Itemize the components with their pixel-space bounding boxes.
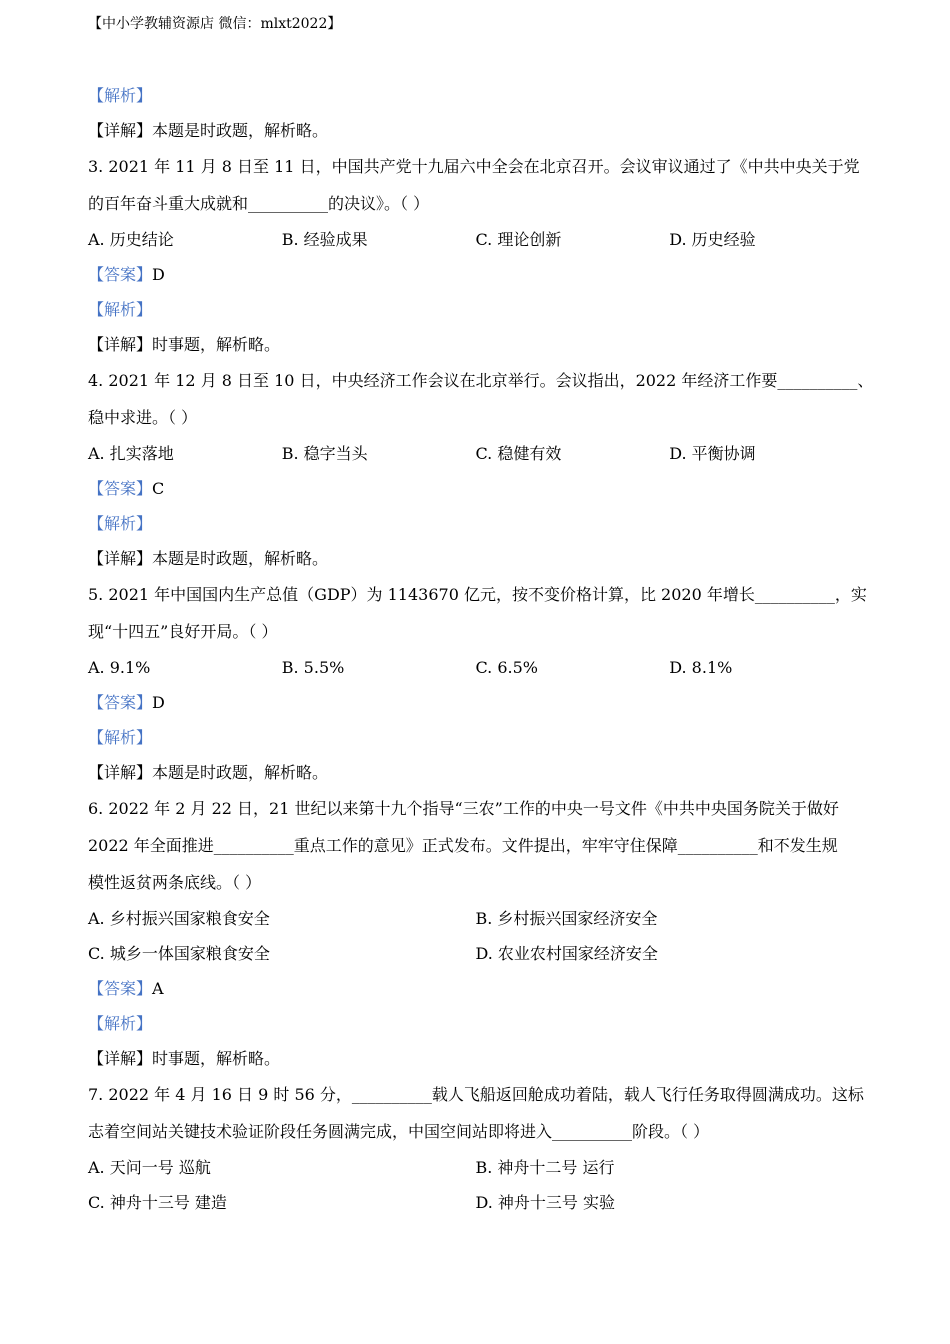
document-body [88, 78, 874, 1220]
option-choice[interactable]: D. 农业农村国家经济安全 [475, 944, 658, 963]
detail-text: 本题是时政题，解析略。 [152, 549, 329, 568]
detail-line [88, 327, 863, 362]
answer-value: A [152, 979, 164, 998]
detail-text: 时事题，解析略。 [152, 1049, 281, 1068]
option-choice[interactable]: D. 平衡协调 [669, 444, 756, 463]
detail-text: 本题是时政题，解析略。 [152, 121, 329, 140]
answer-tag: 【答案】 [88, 479, 153, 498]
options-row [88, 1150, 863, 1185]
option-choice[interactable]: A. 历史结论 [88, 230, 174, 249]
detail-tag: 【详解】 [88, 549, 153, 568]
option-choice[interactable]: D. 8.1% [669, 658, 733, 677]
option-choice[interactable]: B. 5.5% [281, 658, 345, 677]
option-choice[interactable]: B. 乡村振兴国家经济安全 [475, 909, 658, 928]
detail-tag: 【详解】 [88, 121, 153, 140]
page-header: 【中小学教辅资源店 微信：mlxt2022】 [88, 16, 342, 32]
option-choice[interactable]: C. 稳健有效 [475, 444, 562, 463]
options-row [88, 222, 863, 257]
detail-line [88, 113, 863, 148]
answer-tag: 【答案】 [88, 979, 153, 998]
option-choice[interactable]: D. 历史经验 [669, 230, 756, 249]
options-row [88, 436, 863, 471]
option-choice[interactable]: B. 经验成果 [281, 230, 368, 249]
question-text: 7. 2022 年 4 月 16 日 9 时 56 分，__________载人飞船返回舱成功着陆，载人飞行任务取得圆满成功。这标 [88, 1085, 864, 1104]
question-text: 5. 2021 年中国国内生产总值（GDP）为 1143670 亿元，按不变价格计算，比 2020 年增长__________，实 [88, 585, 867, 604]
option-choice[interactable]: B. 神舟十二号 运行 [475, 1158, 615, 1177]
option-choice[interactable]: A. 扎实落地 [88, 444, 174, 463]
detail-tag: 【详解】 [88, 335, 153, 354]
detail-line [88, 755, 863, 790]
analysis-label: 【解析】 [88, 86, 153, 105]
answer-line [88, 685, 863, 720]
question-text: 的百年奋斗重大成就和__________的决议》。（ ） [88, 194, 430, 213]
analysis-label: 【解析】 [88, 514, 153, 533]
answer-value: D [152, 265, 165, 284]
option-choice[interactable]: C. 理论创新 [475, 230, 562, 249]
detail-line [88, 541, 863, 576]
answer-tag: 【答案】 [88, 693, 153, 712]
detail-tag: 【详解】 [88, 1049, 153, 1068]
options-row [88, 901, 863, 936]
detail-text: 时事题，解析略。 [152, 335, 281, 354]
answer-line [88, 971, 863, 1006]
answer-value: C [152, 479, 165, 498]
option-choice[interactable]: C. 城乡一体国家粮食安全 [88, 944, 270, 963]
question-text: 稳中求进。（ ） [88, 408, 198, 427]
options-row [88, 936, 863, 971]
detail-line [88, 1041, 863, 1076]
question-text: 6. 2022 年 2 月 22 日，21 世纪以来第十九个指导“三农”工作的中央一号文件《中共中央国务院关于做好 [88, 799, 839, 818]
answer-value: D [152, 693, 165, 712]
analysis-label: 【解析】 [88, 1014, 153, 1033]
analysis-label: 【解析】 [88, 300, 153, 319]
option-choice[interactable]: C. 神舟十三号 建造 [88, 1193, 227, 1212]
question-text: 4. 2021 年 12 月 8 日至 10 日，中央经济工作会议在北京举行。会议指出，2022 年经济工作要__________、 [88, 371, 874, 390]
answer-tag: 【答案】 [88, 265, 153, 284]
option-choice[interactable]: D. 神舟十三号 实验 [475, 1193, 616, 1212]
option-choice[interactable]: A. 9.1% [88, 658, 151, 677]
option-choice[interactable]: B. 稳字当头 [281, 444, 368, 463]
detail-text: 本题是时政题，解析略。 [152, 763, 329, 782]
question-text: 志着空间站关键技术验证阶段任务圆满完成，中国空间站即将进入__________阶段。（ ） [88, 1122, 710, 1141]
options-row [88, 1185, 863, 1220]
option-choice[interactable]: A. 乡村振兴国家粮食安全 [88, 909, 270, 928]
options-row [88, 650, 863, 685]
analysis-label: 【解析】 [88, 728, 153, 747]
answer-line [88, 257, 863, 292]
question-text: 2022 年全面推进__________重点工作的意见》正式发布。文件提出，牢牢守住保障__________和不发生规 [88, 836, 838, 855]
option-choice[interactable]: A. 天问一号 巡航 [88, 1158, 211, 1177]
question-text: 现“十四五”良好开局。（ ） [88, 622, 278, 641]
question-text: 模性返贫两条底线。（ ） [88, 873, 262, 892]
question-text: 3. 2021 年 11 月 8 日至 11 日，中国共产党十九届六中全会在北京召开。会议审议通过了《中共中央关于党 [88, 157, 860, 176]
option-choice[interactable]: C. 6.5% [475, 658, 538, 677]
detail-tag: 【详解】 [88, 763, 153, 782]
answer-line [88, 471, 863, 506]
